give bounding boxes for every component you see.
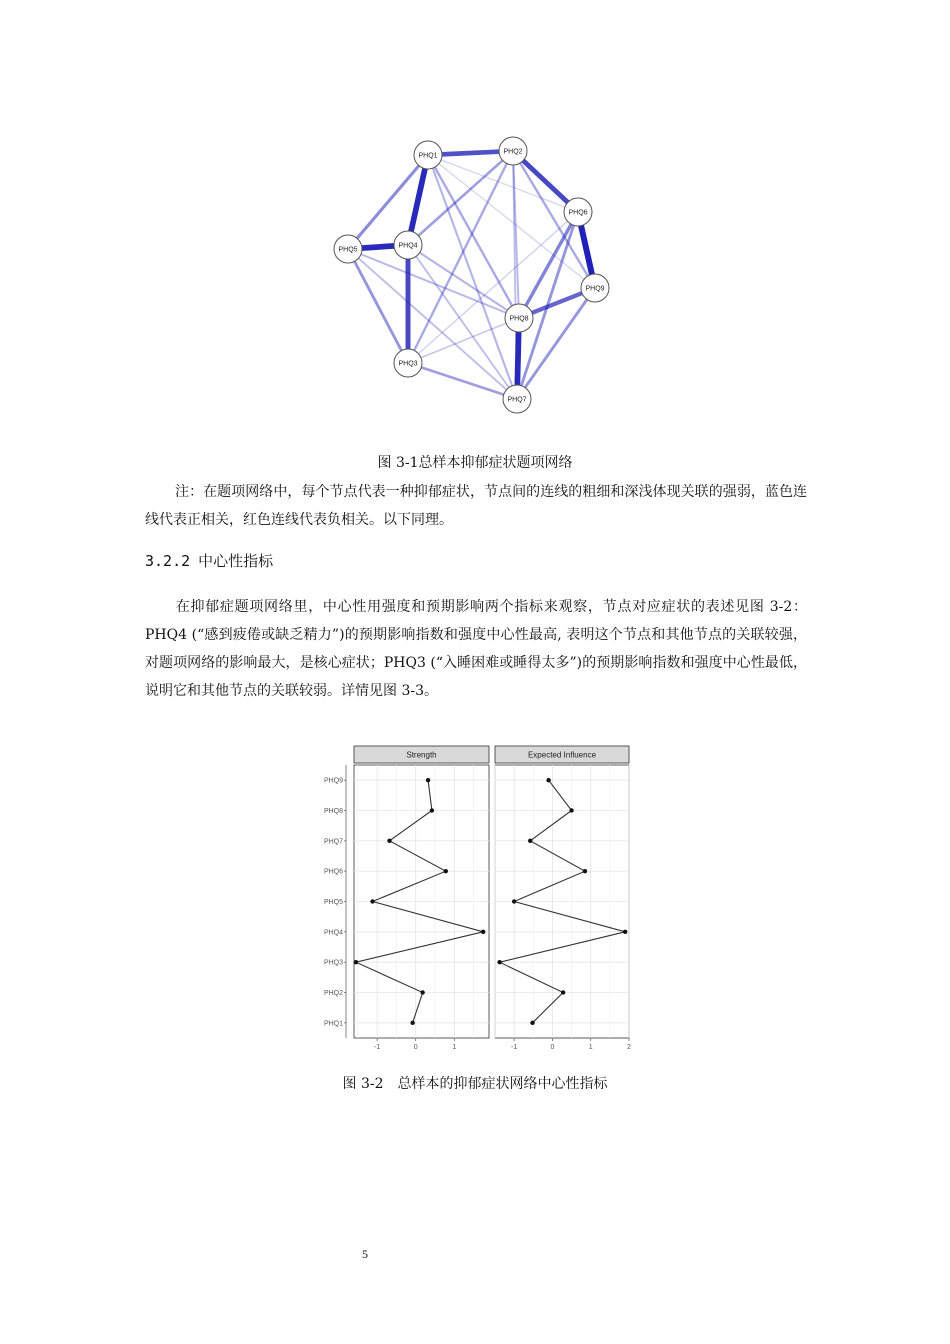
panel-title: Strength — [406, 750, 437, 760]
network-edge-phq5-phq3 — [348, 249, 408, 363]
y-tick-label: PHQ3 — [323, 959, 343, 967]
centrality-chart — [308, 738, 638, 1058]
network-edges — [348, 148, 595, 399]
network-edge-phq1-phq7 — [428, 155, 517, 399]
data-point-phq9 — [426, 778, 430, 782]
y-tick-label: PHQ8 — [323, 808, 343, 815]
data-point-phq3 — [354, 960, 358, 964]
data-point-phq4 — [481, 930, 485, 934]
y-tick-label: PHQ7 — [323, 838, 343, 846]
network-node-phq8 — [505, 304, 533, 332]
network-node-phq5 — [334, 235, 362, 263]
data-point-phq1 — [530, 1021, 534, 1025]
body-paragraph: 在抑郁症题项网络里，中心性用强度和预期影响两个指标来观察，节点对应症状的表述见图 3-2：PHQ4 (“感到疲倦或缺乏精力”)的预期影响指数和强度中心性最高, 表明这个节点和其他节点的关联较强，对题项网络的影响最大，是核心症状；PHQ3 (“入睡困难或睡得太多”)的预期影响指数和强度中心性最低，说明它和其他节点的关联较弱。详情见图 3-3。 — [145, 599, 807, 699]
data-point-phq5 — [512, 899, 516, 903]
network-edge-phq5-phq8 — [348, 249, 519, 318]
y-tick-label: PHQ5 — [323, 899, 343, 906]
data-point-phq6 — [444, 869, 448, 873]
x-tick-label: 0 — [550, 1044, 555, 1051]
node-label: PHQ7 — [507, 396, 527, 404]
node-label: PHQ4 — [398, 242, 418, 250]
data-point-phq1 — [410, 1021, 414, 1025]
symptom-network-figure — [325, 128, 625, 418]
section-number: 3.2.2 — [145, 552, 191, 570]
network-node-phq1 — [414, 141, 442, 169]
data-point-phq7 — [387, 839, 391, 843]
section-heading — [145, 550, 273, 571]
y-tick-label: PHQ4 — [323, 929, 343, 937]
network-edge-phq3-phq7 — [408, 363, 517, 399]
data-point-phq8 — [430, 808, 434, 812]
data-point-phq4 — [623, 930, 627, 934]
page-number: 5 — [362, 1247, 368, 1261]
network-node-phq9 — [581, 274, 609, 302]
section-title: 中心性指标 — [198, 552, 274, 570]
network-node-phq6 — [564, 198, 592, 226]
data-point-phq2 — [420, 990, 424, 994]
figure-note: 注：在题项网络中，每个节点代表一种抑郁症状，节点间的连线的粗细和深浅体现关联的强弱，蓝色连线代表正相关，红色连线代表负相关。以下同理。 — [145, 484, 807, 528]
node-label: PHQ8 — [509, 315, 529, 323]
network-edge-phq1-phq6 — [428, 155, 578, 212]
network-edge-phq5-phq7 — [348, 249, 517, 399]
data-point-phq6 — [583, 869, 587, 873]
y-tick-label: PHQ2 — [323, 990, 343, 997]
node-label: PHQ9 — [585, 285, 605, 293]
panel-1 — [495, 746, 631, 1051]
network-edge-phq4-phq8 — [408, 245, 519, 318]
x-tick-label: -1 — [374, 1044, 381, 1051]
network-edge-phq4-phq7 — [408, 245, 517, 399]
data-point-phq9 — [546, 778, 550, 782]
network-node-phq3 — [394, 349, 422, 377]
x-tick-label: 1 — [588, 1044, 593, 1051]
data-point-phq3 — [497, 960, 501, 964]
network-node-phq7 — [503, 385, 531, 413]
y-tick-label: PHQ1 — [323, 1020, 343, 1028]
node-label: PHQ6 — [568, 209, 588, 217]
x-tick-label: 0 — [413, 1044, 418, 1051]
network-node-phq2 — [499, 137, 527, 165]
data-point-phq2 — [561, 990, 565, 994]
node-label: PHQ5 — [338, 246, 358, 254]
node-label: PHQ1 — [418, 152, 438, 160]
x-tick-label: -1 — [511, 1044, 518, 1051]
x-tick-label: 2 — [627, 1044, 631, 1051]
y-tick-label: PHQ6 — [323, 868, 343, 876]
node-label: PHQ3 — [398, 360, 418, 368]
data-point-phq8 — [569, 808, 573, 812]
network-node-phq4 — [394, 231, 422, 259]
figure-3-1-caption: 图 3-1总样本抑郁症状题项网络 — [377, 455, 573, 471]
x-tick-label: 1 — [452, 1044, 457, 1051]
panel-0 — [354, 746, 489, 1051]
y-tick-label: PHQ9 — [323, 777, 343, 785]
node-label: PHQ2 — [503, 148, 523, 156]
figure-3-2-caption: 图 3-2 总样本的抑郁症状网络中心性指标 — [342, 1076, 608, 1092]
data-point-phq5 — [370, 899, 374, 903]
panel-title: Expected Influence — [527, 750, 597, 760]
data-point-phq7 — [528, 839, 532, 843]
